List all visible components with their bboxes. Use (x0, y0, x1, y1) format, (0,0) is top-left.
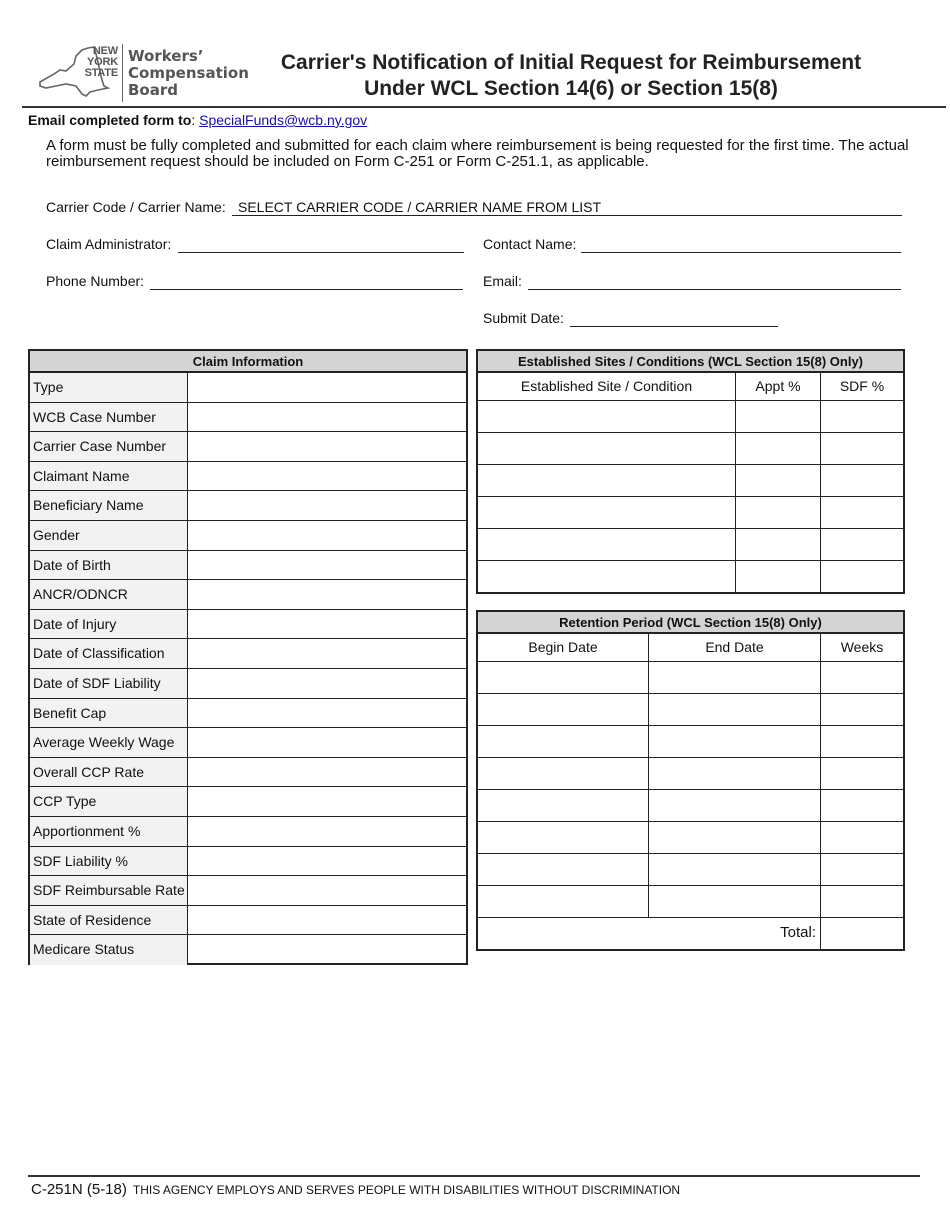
retention-period-cell-input[interactable] (821, 822, 903, 854)
claim-info-row (30, 876, 466, 906)
retention-period-cell-input[interactable] (649, 694, 821, 726)
claim-info-label: CCP Type (30, 787, 188, 816)
claim-info-value-input[interactable] (188, 373, 466, 402)
established-site-cell-input[interactable] (821, 433, 903, 465)
retention-period-cell-input[interactable] (649, 822, 821, 854)
claim-info-row (30, 551, 466, 581)
claim-info-value-input[interactable] (188, 491, 466, 520)
claim-info-row (30, 669, 466, 699)
claim-info-label: Apportionment % (30, 817, 188, 846)
title-line-1: Carrier's Notification of Initial Request for Reimbursement (280, 51, 862, 74)
claim-info-row (30, 935, 466, 965)
claim-info-row (30, 491, 466, 521)
claim-info-row (30, 403, 466, 433)
retention-period-cell-input[interactable] (478, 822, 649, 854)
claim-info-label: Average Weekly Wage (30, 728, 188, 757)
claim-info-row (30, 373, 466, 403)
contact-name-label: Contact Name: (483, 236, 577, 252)
retention-period-cell-input[interactable] (821, 854, 903, 886)
claim-info-value-input[interactable] (188, 758, 466, 787)
retention-period-cell-input[interactable] (649, 854, 821, 886)
retention-period-grid (478, 634, 903, 918)
agency-wordmark: Workers’ Compensation Board (128, 47, 249, 99)
retention-period-cell-input[interactable] (478, 694, 649, 726)
established-site-cell-input[interactable] (736, 433, 821, 465)
phone-number-input[interactable] (150, 273, 463, 290)
claim-info-row (30, 787, 466, 817)
submit-date-input[interactable] (570, 310, 778, 327)
established-site-cell-input[interactable] (736, 529, 821, 561)
established-sites-table (476, 349, 905, 594)
claim-info-label: Beneficiary Name (30, 491, 188, 520)
retention-period-cell-input[interactable] (649, 758, 821, 790)
claim-info-value-input[interactable] (188, 521, 466, 550)
claim-info-value-input[interactable] (188, 876, 466, 905)
retention-period-cell-input[interactable] (649, 726, 821, 758)
form-id: C-251N (5-18) (31, 1181, 127, 1198)
claim-info-label: Carrier Case Number (30, 432, 188, 461)
email-input[interactable] (528, 273, 901, 290)
retention-period-cell-input[interactable] (478, 886, 649, 918)
footer-divider (28, 1175, 920, 1177)
instructions-text: A form must be fully completed and submitted for each claim where reimbursement is being requested for the first time. The actual reimbursement request should be included on Form C-251 or Form C-251.1, as applicable. (46, 137, 909, 170)
claim-info-row (30, 580, 466, 610)
claim-info-label: WCB Case Number (30, 403, 188, 432)
established-site-cell-input[interactable] (821, 497, 903, 529)
established-site-cell-input[interactable] (821, 465, 903, 497)
claim-info-label: Overall CCP Rate (30, 758, 188, 787)
claim-info-value-input[interactable] (188, 728, 466, 757)
established-site-cell-input[interactable] (478, 497, 736, 529)
email-label: Email completed form to (28, 112, 192, 128)
claim-info-row (30, 728, 466, 758)
claim-info-row (30, 610, 466, 640)
retention-period-header: Retention Period (WCL Section 15(8) Only) (478, 612, 903, 634)
claim-info-value-input[interactable] (188, 610, 466, 639)
claim-info-value-input[interactable] (188, 403, 466, 432)
claim-info-value-input[interactable] (188, 847, 466, 876)
established-site-cell-input[interactable] (821, 529, 903, 561)
wcb-logo (26, 42, 249, 106)
carrier-select[interactable]: SELECT CARRIER CODE / CARRIER NAME FROM LIST (232, 199, 902, 216)
established-site-cell-input[interactable] (478, 529, 736, 561)
retention-period-cell-input[interactable] (821, 886, 903, 918)
retention-period-cell-input[interactable] (649, 790, 821, 822)
claim-info-row (30, 817, 466, 847)
established-site-cell-input[interactable] (821, 561, 903, 593)
claim-info-label: State of Residence (30, 906, 188, 935)
claim-info-row (30, 462, 466, 492)
established-sites-grid (478, 373, 903, 593)
claim-info-label: Medicare Status (30, 935, 188, 965)
claim-info-row (30, 639, 466, 669)
header-divider (22, 106, 946, 108)
carrier-label: Carrier Code / Carrier Name: (46, 199, 226, 215)
claim-info-label: Date of Classification (30, 639, 188, 668)
retention-period-cell-input[interactable] (478, 790, 649, 822)
logo-divider (122, 44, 123, 102)
claim-info-label: Benefit Cap (30, 699, 188, 728)
retention-period-cell-input[interactable] (649, 886, 821, 918)
established-site-cell-input[interactable] (478, 433, 736, 465)
column-header-appt-percent: Appt % (736, 373, 821, 401)
claim-info-value-input[interactable] (188, 699, 466, 728)
claim-info-label: Date of Injury (30, 610, 188, 639)
established-site-cell-input[interactable] (736, 465, 821, 497)
retention-period-cell-input[interactable] (821, 726, 903, 758)
retention-period-cell-input[interactable] (821, 758, 903, 790)
email-instruction: Email completed form to: SpecialFunds@wcb.ny.gov (28, 112, 368, 128)
claim-info-label: SDF Liability % (30, 847, 188, 876)
total-row (478, 918, 903, 949)
column-header-site-condition: Established Site / Condition (478, 373, 736, 401)
claim-info-label: Type (30, 373, 188, 402)
email-link[interactable]: SpecialFunds@wcb.ny.gov (199, 112, 368, 128)
email-field-label: Email: (483, 273, 522, 289)
established-site-cell-input[interactable] (821, 401, 903, 433)
claim-info-value-input[interactable] (188, 462, 466, 491)
submit-date-label: Submit Date: (483, 310, 564, 326)
retention-period-cell-input[interactable] (821, 790, 903, 822)
claim-info-value-input[interactable] (188, 669, 466, 698)
claim-info-value-input[interactable] (188, 551, 466, 580)
retention-period-cell-input[interactable] (649, 662, 821, 694)
established-sites-header: Established Sites / Conditions (WCL Section 15(8) Only) (478, 351, 903, 373)
claim-info-label: Claimant Name (30, 462, 188, 491)
claim-administrator-label: Claim Administrator: (46, 236, 172, 252)
claim-info-value-input[interactable] (188, 787, 466, 816)
established-site-cell-input[interactable] (736, 401, 821, 433)
new-york-state-wordmark: NEW YORK STATE (84, 45, 118, 79)
form-title (250, 50, 892, 102)
column-header-end-date: End Date (649, 634, 821, 662)
total-weeks-input[interactable] (821, 918, 903, 949)
retention-period-table (476, 610, 905, 951)
footer (31, 1181, 680, 1198)
disability-statement: THIS AGENCY EMPLOYS AND SERVES PEOPLE WITH DISABILITIES WITHOUT DISCRIMINATION (132, 1183, 681, 1197)
column-header-sdf-percent: SDF % (821, 373, 903, 401)
claim-info-label: SDF Reimbursable Rate (30, 876, 188, 905)
claim-info-row (30, 847, 466, 877)
retention-period-cell-input[interactable] (821, 662, 903, 694)
claim-info-row (30, 699, 466, 729)
title-line-2: Under WCL Section 14(6) or Section 15(8) (364, 77, 778, 100)
established-site-cell-input[interactable] (736, 561, 821, 593)
claim-info-row (30, 758, 466, 788)
claim-administrator-input[interactable] (178, 236, 464, 253)
claim-info-label: ANCR/ODNCR (30, 580, 188, 609)
established-site-cell-input[interactable] (736, 497, 821, 529)
claim-info-value-input[interactable] (188, 432, 466, 461)
claim-info-value-input[interactable] (188, 817, 466, 846)
claim-information-table (28, 349, 468, 965)
established-site-cell-input[interactable] (478, 465, 736, 497)
column-header-weeks: Weeks (821, 634, 903, 662)
claim-info-row (30, 906, 466, 936)
total-label: Total: (478, 918, 821, 949)
claim-info-row (30, 521, 466, 551)
claim-information-header: Claim Information (30, 351, 466, 373)
retention-period-cell-input[interactable] (821, 694, 903, 726)
established-site-cell-input[interactable] (478, 561, 736, 593)
contact-name-input[interactable] (581, 236, 901, 253)
claim-info-label: Date of SDF Liability (30, 669, 188, 698)
retention-period-cell-input[interactable] (478, 758, 649, 790)
claim-info-row (30, 432, 466, 462)
retention-period-cell-input[interactable] (478, 854, 649, 886)
claim-info-label: Gender (30, 521, 188, 550)
claim-info-value-input[interactable] (188, 580, 466, 609)
claim-info-value-input[interactable] (188, 639, 466, 668)
retention-period-cell-input[interactable] (478, 662, 649, 694)
retention-period-cell-input[interactable] (478, 726, 649, 758)
claim-info-label: Date of Birth (30, 551, 188, 580)
phone-number-label: Phone Number: (46, 273, 145, 289)
column-header-begin-date: Begin Date (478, 634, 649, 662)
established-site-cell-input[interactable] (478, 401, 736, 433)
claim-info-value-input[interactable] (188, 935, 466, 965)
claim-info-value-input[interactable] (188, 906, 466, 935)
claim-information-body (30, 373, 466, 965)
